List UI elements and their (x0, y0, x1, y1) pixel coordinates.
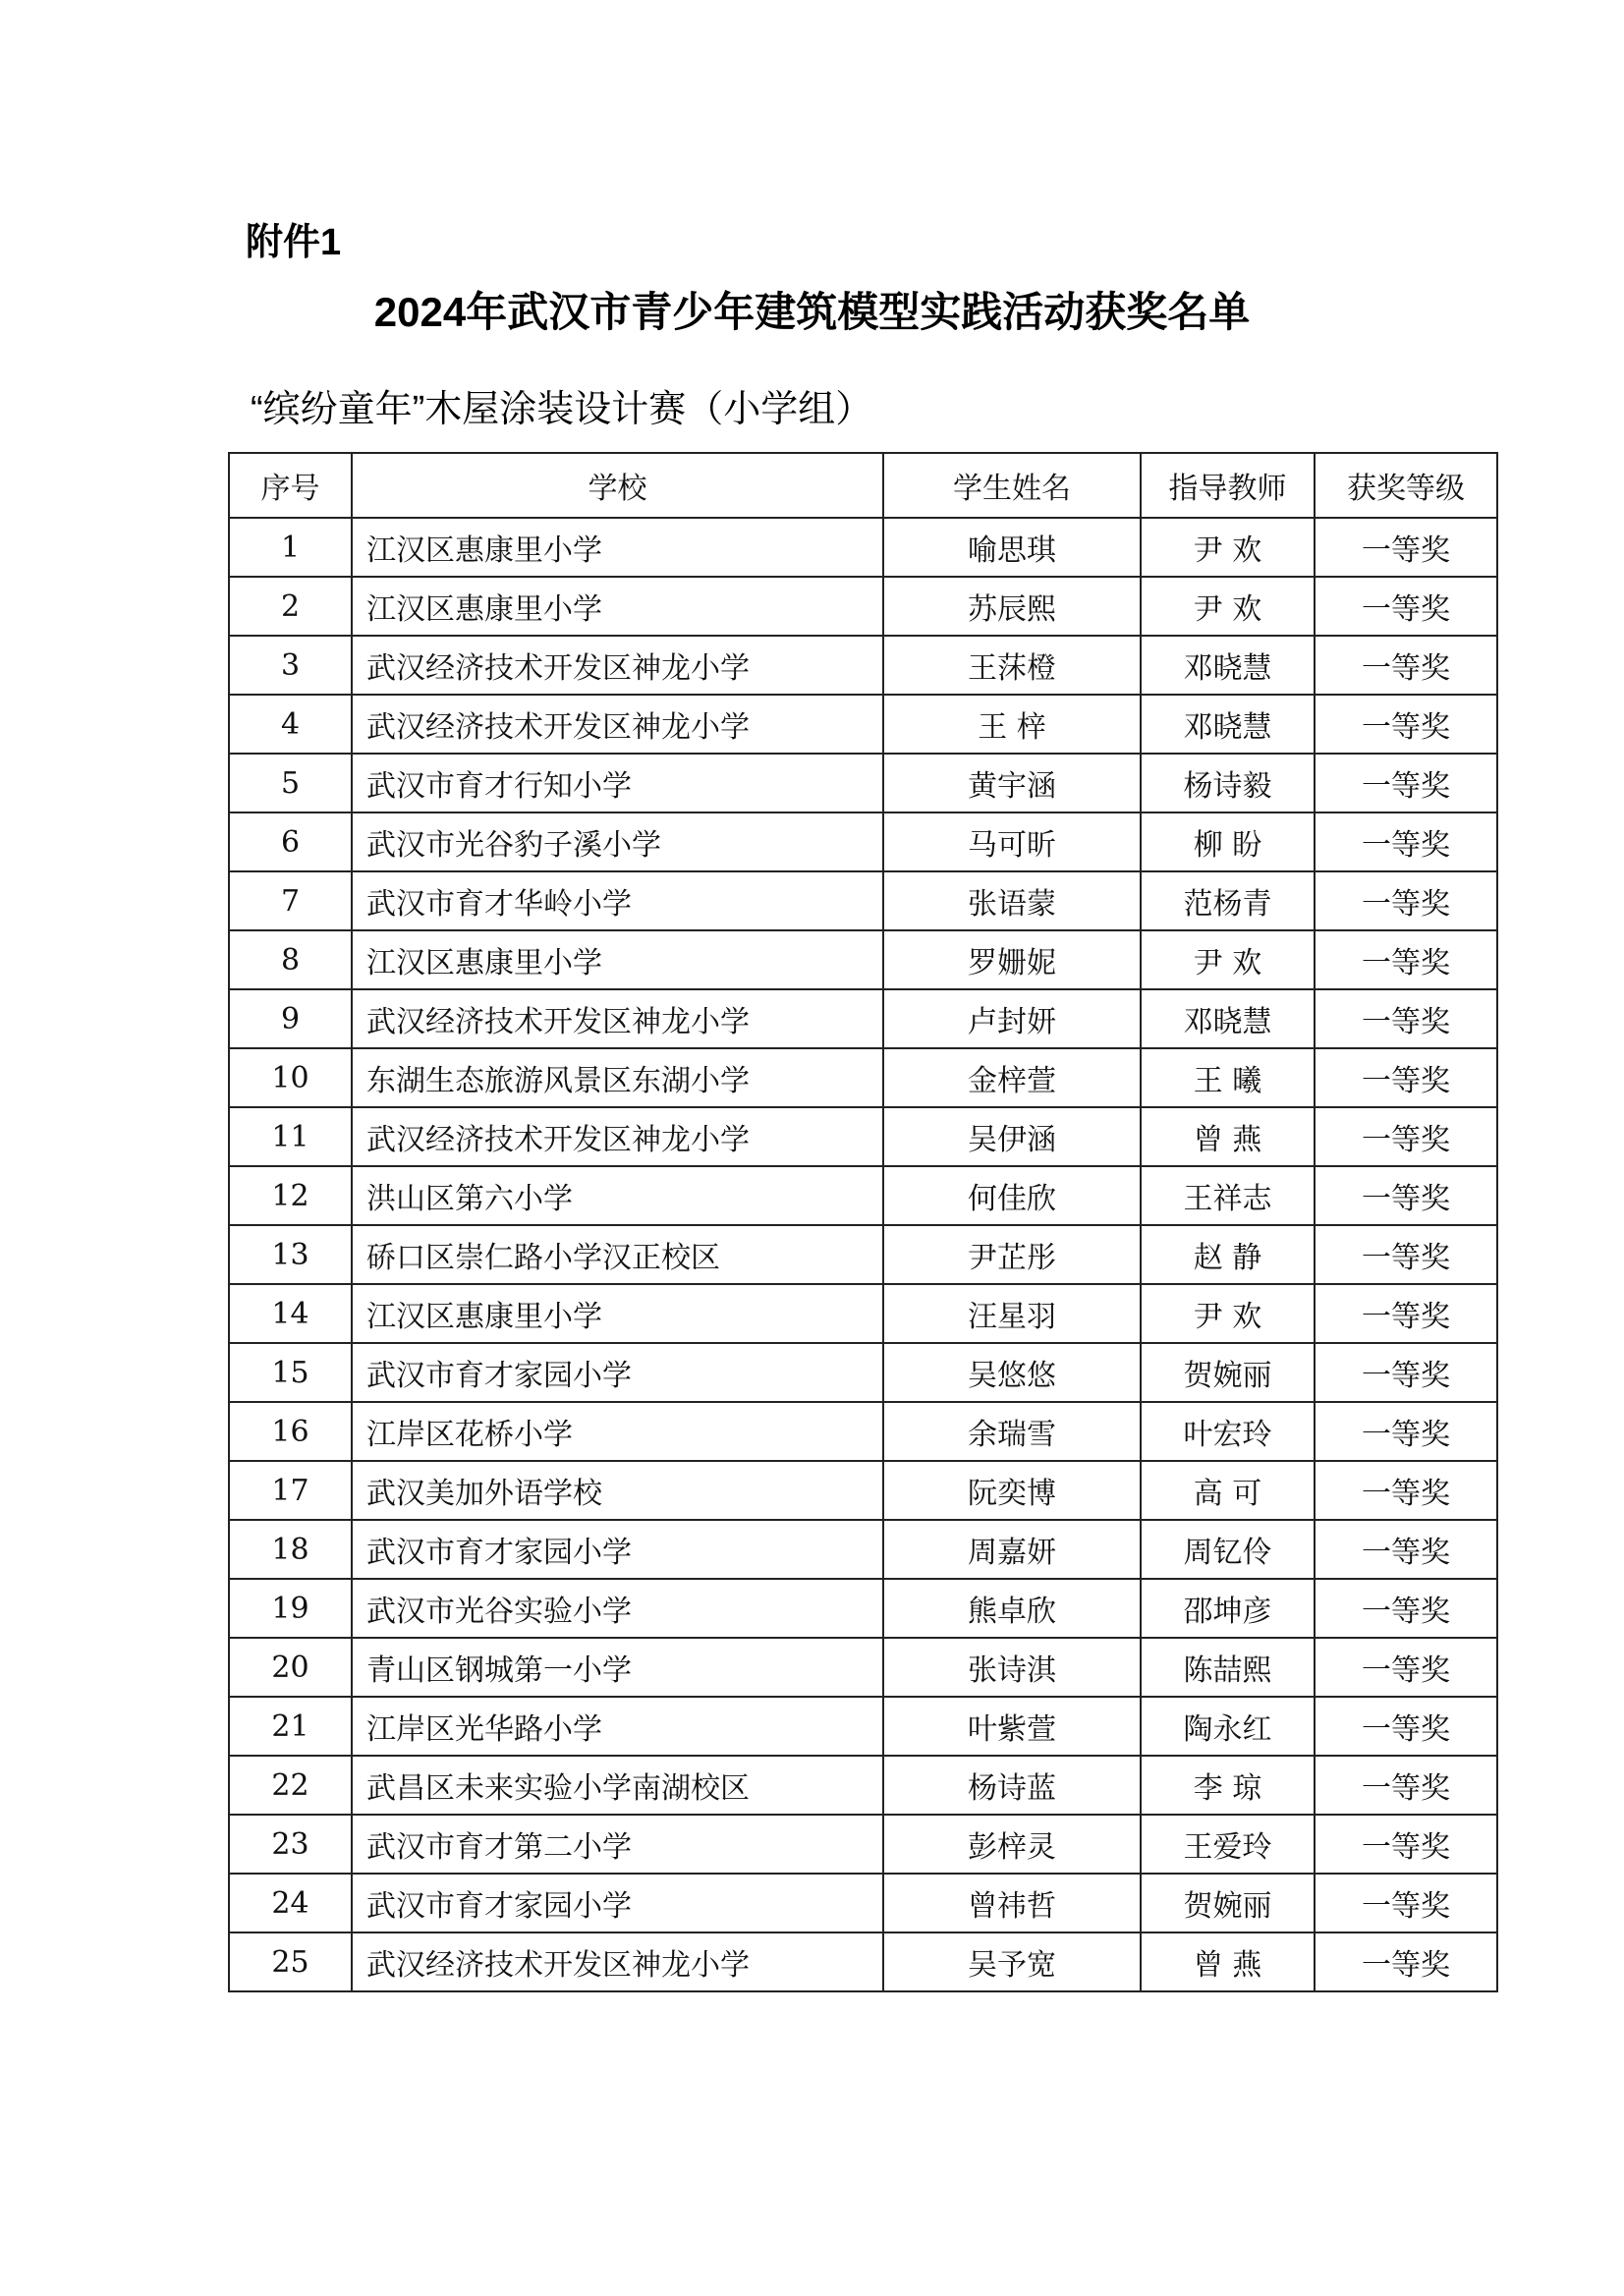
cell-teacher: 陈喆熙 (1141, 1638, 1315, 1697)
cell-serial-number: 9 (229, 989, 352, 1048)
cell-teacher: 杨诗毅 (1141, 754, 1315, 812)
table-row (229, 636, 1497, 695)
table-row (229, 1284, 1497, 1343)
table-row (229, 1697, 1497, 1756)
cell-teacher: 尹 欢 (1141, 930, 1315, 989)
table-row (229, 812, 1497, 871)
cell-school: 武汉市育才行知小学 (352, 754, 883, 812)
cell-teacher: 贺婉丽 (1141, 1343, 1315, 1402)
cell-student-name: 王 梓 (883, 695, 1141, 754)
cell-award-level: 一等奖 (1315, 636, 1497, 695)
cell-student-name: 罗姗妮 (883, 930, 1141, 989)
cell-school: 武汉市育才家园小学 (352, 1874, 883, 1932)
cell-teacher: 赵 静 (1141, 1225, 1315, 1284)
cell-award-level: 一等奖 (1315, 812, 1497, 871)
cell-teacher: 王祥志 (1141, 1166, 1315, 1225)
table-row (229, 1402, 1497, 1461)
cell-school: 江汉区惠康里小学 (352, 1284, 883, 1343)
table-row (229, 1461, 1497, 1520)
cell-student-name: 何佳欣 (883, 1166, 1141, 1225)
cell-teacher: 邓晓慧 (1141, 636, 1315, 695)
cell-serial-number: 25 (229, 1932, 352, 1991)
cell-teacher: 周钇伶 (1141, 1520, 1315, 1579)
cell-serial-number: 22 (229, 1756, 352, 1815)
cell-student-name: 杨诗蓝 (883, 1756, 1141, 1815)
table-body (229, 518, 1497, 1991)
cell-school: 武汉经济技术开发区神龙小学 (352, 636, 883, 695)
cell-award-level: 一等奖 (1315, 1520, 1497, 1579)
header-award-level: 获奖等级 (1315, 453, 1497, 518)
cell-student-name: 尹芷彤 (883, 1225, 1141, 1284)
cell-award-level: 一等奖 (1315, 930, 1497, 989)
cell-award-level: 一等奖 (1315, 1638, 1497, 1697)
cell-teacher: 王爱玲 (1141, 1815, 1315, 1874)
cell-student-name: 余瑞雪 (883, 1402, 1141, 1461)
cell-serial-number: 12 (229, 1166, 352, 1225)
cell-serial-number: 8 (229, 930, 352, 989)
cell-student-name: 吴予宽 (883, 1932, 1141, 1991)
attachment-label: 附件1 (246, 222, 342, 263)
table-header-row (229, 453, 1497, 518)
cell-serial-number: 4 (229, 695, 352, 754)
cell-award-level: 一等奖 (1315, 1048, 1497, 1107)
cell-award-level: 一等奖 (1315, 577, 1497, 636)
cell-teacher: 李 琼 (1141, 1756, 1315, 1815)
cell-teacher: 范杨青 (1141, 871, 1315, 930)
cell-student-name: 叶紫萱 (883, 1697, 1141, 1756)
cell-award-level: 一等奖 (1315, 1402, 1497, 1461)
table-row (229, 577, 1497, 636)
cell-award-level: 一等奖 (1315, 1697, 1497, 1756)
cell-teacher: 柳 盼 (1141, 812, 1315, 871)
cell-serial-number: 10 (229, 1048, 352, 1107)
cell-student-name: 周嘉妍 (883, 1520, 1141, 1579)
cell-award-level: 一等奖 (1315, 871, 1497, 930)
cell-serial-number: 18 (229, 1520, 352, 1579)
cell-serial-number: 23 (229, 1815, 352, 1874)
cell-school: 洪山区第六小学 (352, 1166, 883, 1225)
table-row (229, 518, 1497, 577)
cell-serial-number: 24 (229, 1874, 352, 1932)
document-title: 2024年武汉市青少年建筑模型实践活动获奖名单 (373, 289, 1251, 335)
table-row (229, 1815, 1497, 1874)
cell-award-level: 一等奖 (1315, 1284, 1497, 1343)
cell-teacher: 叶宏玲 (1141, 1402, 1315, 1461)
cell-student-name: 彭梓灵 (883, 1815, 1141, 1874)
cell-school: 江岸区花桥小学 (352, 1402, 883, 1461)
cell-award-level: 一等奖 (1315, 989, 1497, 1048)
cell-serial-number: 13 (229, 1225, 352, 1284)
cell-teacher: 尹 欢 (1141, 577, 1315, 636)
cell-student-name: 王莯橙 (883, 636, 1141, 695)
cell-student-name: 吴伊涵 (883, 1107, 1141, 1166)
cell-student-name: 金梓萱 (883, 1048, 1141, 1107)
cell-school: 武汉市育才家园小学 (352, 1343, 883, 1402)
cell-student-name: 阮奕博 (883, 1461, 1141, 1520)
cell-serial-number: 19 (229, 1579, 352, 1638)
table-row (229, 1756, 1497, 1815)
cell-school: 武汉市光谷豹子溪小学 (352, 812, 883, 871)
cell-school: 东湖生态旅游风景区东湖小学 (352, 1048, 883, 1107)
cell-award-level: 一等奖 (1315, 518, 1497, 577)
cell-student-name: 喻思琪 (883, 518, 1141, 577)
header-student-name: 学生姓名 (883, 453, 1141, 518)
cell-student-name: 张诗淇 (883, 1638, 1141, 1697)
table-row (229, 1048, 1497, 1107)
cell-serial-number: 16 (229, 1402, 352, 1461)
cell-school: 武汉美加外语学校 (352, 1461, 883, 1520)
cell-award-level: 一等奖 (1315, 1343, 1497, 1402)
cell-teacher: 尹 欢 (1141, 518, 1315, 577)
cell-award-level: 一等奖 (1315, 1579, 1497, 1638)
table-row (229, 695, 1497, 754)
cell-teacher: 王 曦 (1141, 1048, 1315, 1107)
cell-school: 江岸区光华路小学 (352, 1697, 883, 1756)
cell-serial-number: 1 (229, 518, 352, 577)
table-row (229, 1166, 1497, 1225)
cell-award-level: 一等奖 (1315, 695, 1497, 754)
cell-teacher: 曾 燕 (1141, 1107, 1315, 1166)
cell-teacher: 高 可 (1141, 1461, 1315, 1520)
table-row (229, 1107, 1497, 1166)
table-row (229, 1932, 1497, 1991)
cell-school: 武昌区未来实验小学南湖校区 (352, 1756, 883, 1815)
cell-school: 武汉市育才家园小学 (352, 1520, 883, 1579)
cell-school: 武汉市育才第二小学 (352, 1815, 883, 1874)
cell-school: 武汉市育才华岭小学 (352, 871, 883, 930)
cell-student-name: 卢封妍 (883, 989, 1141, 1048)
cell-teacher: 贺婉丽 (1141, 1874, 1315, 1932)
table-row (229, 930, 1497, 989)
cell-serial-number: 11 (229, 1107, 352, 1166)
cell-school: 江汉区惠康里小学 (352, 518, 883, 577)
cell-school: 武汉经济技术开发区神龙小学 (352, 989, 883, 1048)
table-row (229, 1520, 1497, 1579)
cell-teacher: 邵坤彦 (1141, 1579, 1315, 1638)
cell-student-name: 汪星羽 (883, 1284, 1141, 1343)
cell-award-level: 一等奖 (1315, 1107, 1497, 1166)
table-row (229, 989, 1497, 1048)
cell-school: 武汉经济技术开发区神龙小学 (352, 1107, 883, 1166)
cell-award-level: 一等奖 (1315, 1225, 1497, 1284)
cell-student-name: 黄宇涵 (883, 754, 1141, 812)
cell-serial-number: 3 (229, 636, 352, 695)
cell-teacher: 尹 欢 (1141, 1284, 1315, 1343)
table-row (229, 1638, 1497, 1697)
cell-school: 武汉经济技术开发区神龙小学 (352, 695, 883, 754)
cell-school: 青山区钢城第一小学 (352, 1638, 883, 1697)
cell-award-level: 一等奖 (1315, 1815, 1497, 1874)
cell-serial-number: 14 (229, 1284, 352, 1343)
cell-serial-number: 15 (229, 1343, 352, 1402)
cell-school: 江汉区惠康里小学 (352, 930, 883, 989)
cell-teacher: 陶永红 (1141, 1697, 1315, 1756)
cell-serial-number: 2 (229, 577, 352, 636)
table-row (229, 1225, 1497, 1284)
cell-student-name: 吴悠悠 (883, 1343, 1141, 1402)
cell-student-name: 马可昕 (883, 812, 1141, 871)
table-row (229, 1579, 1497, 1638)
cell-award-level: 一等奖 (1315, 1756, 1497, 1815)
cell-serial-number: 6 (229, 812, 352, 871)
cell-serial-number: 21 (229, 1697, 352, 1756)
cell-award-level: 一等奖 (1315, 1874, 1497, 1932)
cell-award-level: 一等奖 (1315, 1166, 1497, 1225)
table-row (229, 754, 1497, 812)
header-teacher: 指导教师 (1141, 453, 1315, 518)
cell-student-name: 苏辰熙 (883, 577, 1141, 636)
cell-teacher: 邓晓慧 (1141, 989, 1315, 1048)
cell-serial-number: 5 (229, 754, 352, 812)
cell-school: 江汉区惠康里小学 (352, 577, 883, 636)
cell-serial-number: 7 (229, 871, 352, 930)
section-title: “缤纷童年”木屋涂装设计赛（小学组） (251, 389, 873, 430)
header-serial-number: 序号 (229, 453, 352, 518)
cell-student-name: 张语蒙 (883, 871, 1141, 930)
cell-student-name: 熊卓欣 (883, 1579, 1141, 1638)
awards-table (228, 452, 1498, 1992)
cell-school: 武汉市光谷实验小学 (352, 1579, 883, 1638)
cell-serial-number: 20 (229, 1638, 352, 1697)
cell-teacher: 邓晓慧 (1141, 695, 1315, 754)
cell-award-level: 一等奖 (1315, 754, 1497, 812)
cell-award-level: 一等奖 (1315, 1932, 1497, 1991)
table-row (229, 1874, 1497, 1932)
table-row (229, 1343, 1497, 1402)
cell-school: 武汉经济技术开发区神龙小学 (352, 1932, 883, 1991)
cell-school: 硚口区崇仁路小学汉正校区 (352, 1225, 883, 1284)
cell-award-level: 一等奖 (1315, 1461, 1497, 1520)
table-row (229, 871, 1497, 930)
cell-serial-number: 17 (229, 1461, 352, 1520)
header-school: 学校 (352, 453, 883, 518)
cell-teacher: 曾 燕 (1141, 1932, 1315, 1991)
cell-student-name: 曾祎哲 (883, 1874, 1141, 1932)
